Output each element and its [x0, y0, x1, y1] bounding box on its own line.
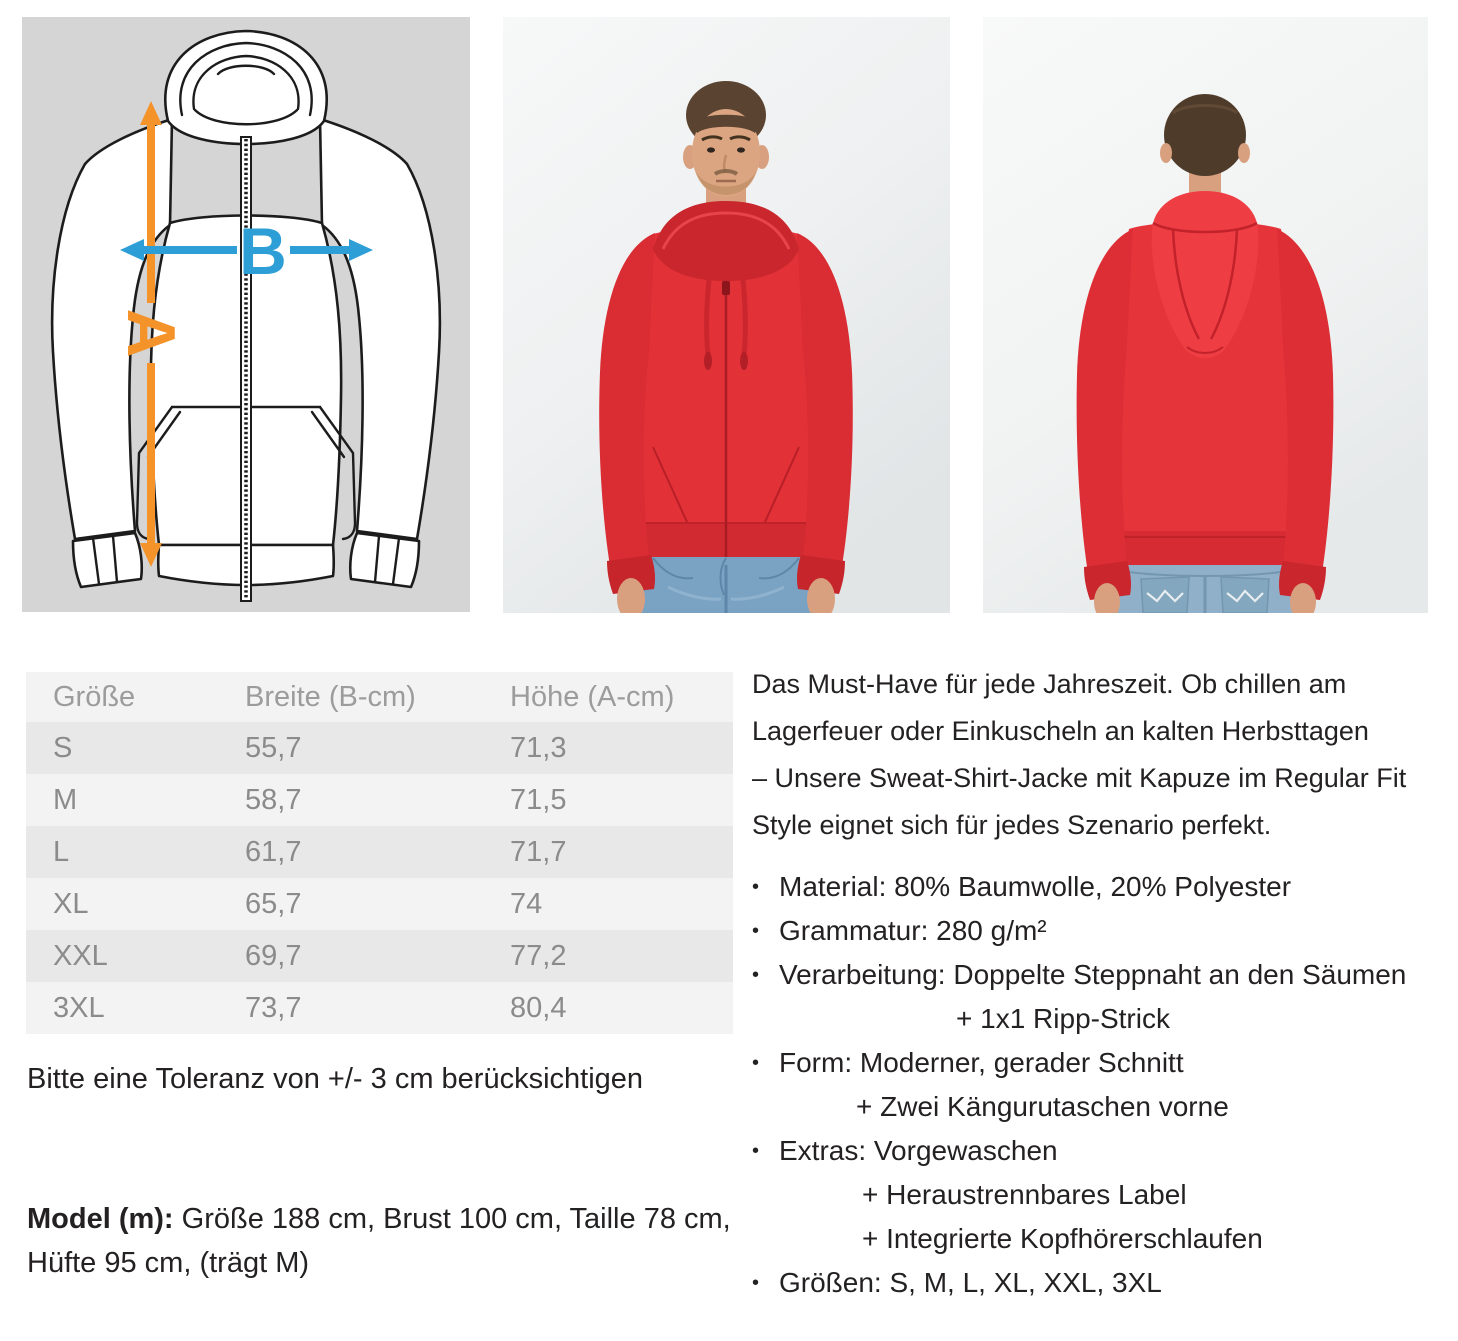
breite-cell: 73,7	[245, 991, 302, 1024]
breite-cell: 65,7	[245, 887, 302, 920]
bullet-icon: •	[752, 1140, 760, 1162]
list-item-extras	[752, 1129, 1458, 1261]
feature-text: Form: Moderner, gerader Schnitt	[779, 1047, 1184, 1078]
breite-cell: 61,7	[245, 835, 302, 868]
bullet-icon: •	[752, 876, 760, 898]
right-eye	[737, 147, 745, 152]
table-row	[26, 930, 733, 982]
size-cell: XXL	[53, 939, 108, 972]
bullet-icon: •	[752, 964, 760, 986]
column-header-hoehe: Höhe (A-cm)	[510, 672, 733, 722]
hoehe-cell: 71,3	[510, 731, 567, 764]
list-item-grammatur	[752, 909, 1458, 953]
width-label-b: B	[239, 214, 287, 288]
feature-continuation: + Heraustrennbares Label	[862, 1179, 1187, 1210]
table-header-row	[26, 672, 733, 722]
right-ear	[1238, 143, 1250, 163]
table-row	[26, 878, 733, 930]
model-info-line1	[27, 1197, 742, 1241]
feature-text: Grammatur: 280 g/m²	[779, 915, 1047, 946]
bullet-icon: •	[752, 1272, 760, 1294]
hoehe-cell: 71,5	[510, 783, 567, 816]
left-eye	[707, 147, 715, 152]
breite-cell: 55,7	[245, 731, 302, 764]
description-paragraph: – Unsere Sweat-Shirt-Jacke mit Kapuze im Regular Fit Style eignet sich für jedes Szenario perfekt.	[752, 763, 1407, 840]
table-row	[26, 722, 733, 774]
tolerance-note: Bitte eine Toleranz von +/- 3 cm berücksichtigen	[27, 1063, 644, 1095]
hoehe-cell: 74	[510, 887, 543, 920]
table-row	[26, 826, 733, 878]
model-back-photo	[983, 17, 1428, 613]
model-front-photo	[503, 17, 950, 613]
feature-continuation: + 1x1 Ripp-Strick	[956, 1003, 1170, 1034]
breite-cell: 69,7	[245, 939, 302, 972]
list-item-groessen	[752, 1261, 1458, 1305]
hood	[165, 31, 326, 144]
bullet-icon: •	[752, 1052, 760, 1074]
model-info	[27, 1197, 742, 1285]
feature-continuation: + Integrierte Kopfhörerschlaufen	[862, 1223, 1263, 1254]
size-cell: M	[53, 783, 78, 816]
feature-text: Verarbeitung: Doppelte Steppnaht an den Säumen	[779, 959, 1407, 990]
feature-continuation: + Zwei Kängurutaschen vorne	[856, 1091, 1229, 1122]
bullet-icon: •	[752, 920, 760, 942]
front-photo-panel	[503, 17, 950, 613]
model-label: Model (m):	[27, 1203, 174, 1235]
column-header-groesse: Größe	[26, 672, 245, 722]
hoodie-front	[599, 228, 853, 595]
model-measurements: Größe 188 cm, Brust 100 cm, Taille 78 cm,	[181, 1203, 731, 1235]
list-item-verarbeitung	[752, 953, 1458, 1041]
left-cuff	[73, 533, 142, 587]
feature-text: Extras: Vorgewaschen	[779, 1135, 1058, 1166]
product-description	[752, 661, 1458, 1305]
feature-text: Material: 80% Baumwolle, 20% Polyester	[779, 871, 1292, 902]
model-info-line2: Hüfte 95 cm, (trägt M)	[27, 1247, 310, 1279]
left-ear	[1160, 143, 1172, 163]
zipper-pull	[722, 281, 730, 295]
hoehe-cell: 71,7	[510, 835, 567, 868]
table-row	[26, 774, 733, 826]
hoodie-measurement-diagram	[22, 17, 470, 612]
size-diagram-panel	[22, 17, 470, 612]
size-cell: L	[53, 835, 70, 868]
size-table	[26, 672, 733, 1034]
zipper	[241, 137, 251, 601]
description-paragraph: Das Must-Have für jede Jahreszeit. Ob chillen am Lagerfeuer oder Einkuscheln an kalten Herbsttagen	[752, 669, 1369, 746]
feature-text: Größen: S, M, L, XL, XXL, 3XL	[779, 1267, 1162, 1298]
hoehe-cell: 80,4	[510, 991, 567, 1024]
column-header-breite: Breite (B-cm)	[245, 672, 510, 722]
height-label-a: A	[113, 308, 189, 358]
size-cell: 3XL	[53, 991, 105, 1024]
list-item-form	[752, 1041, 1458, 1129]
size-cell: S	[53, 731, 73, 764]
table-row	[26, 982, 733, 1034]
feature-list	[752, 865, 1458, 1305]
list-item-material	[752, 865, 1458, 909]
jeans-back	[1115, 557, 1295, 613]
size-cell: XL	[53, 887, 89, 920]
hoehe-cell: 77,2	[510, 939, 567, 972]
right-cuff	[350, 533, 419, 587]
breite-cell: 58,7	[245, 783, 302, 816]
back-photo-panel	[983, 17, 1428, 613]
